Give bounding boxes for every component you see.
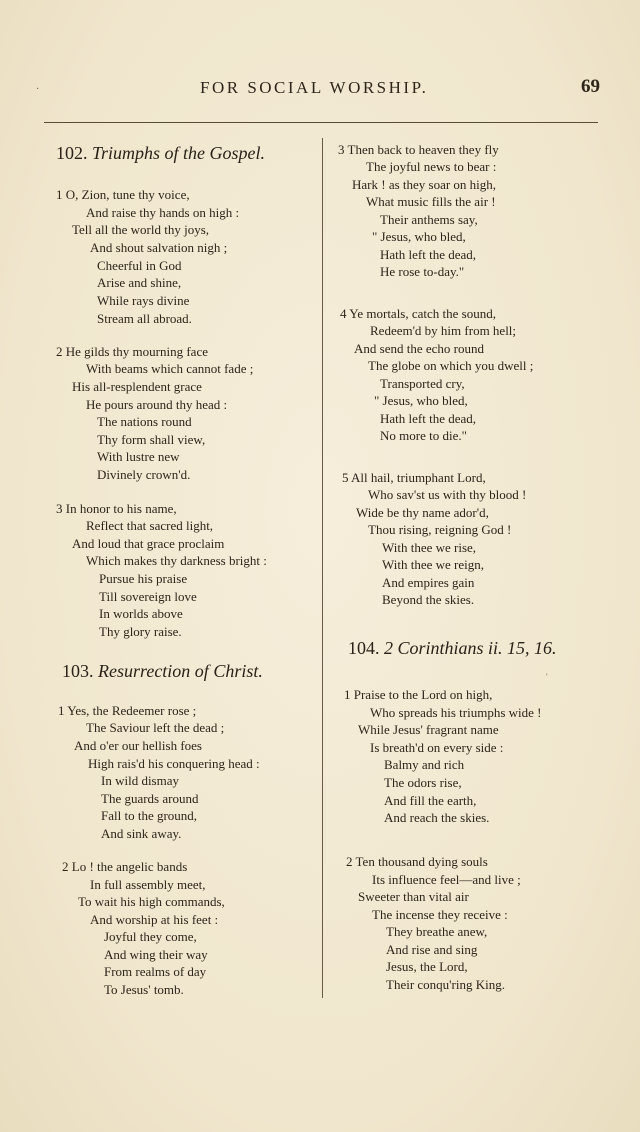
verse-line: The incense they receive :	[372, 907, 508, 922]
page-number: 69	[581, 76, 600, 97]
verse-line: Till sovereign love	[99, 589, 197, 604]
verse-line: And fill the earth,	[384, 793, 477, 808]
verse-line: Which makes thy darkness bright :	[86, 553, 267, 568]
verse-line: Joyful they come,	[104, 929, 197, 944]
verse-line: His all-resplendent grace	[72, 379, 202, 394]
verse-line: He rose to-day."	[380, 264, 465, 279]
verse-line: And wing their way	[104, 947, 208, 962]
verse-line: From realms of day	[104, 964, 207, 979]
verse-line: Their conqu'ring King.	[386, 977, 505, 992]
verse-line: To wait his high commands,	[78, 894, 225, 909]
verse-line: Reflect that sacred light,	[86, 518, 214, 533]
verse-line: And loud that grace proclaim	[72, 536, 225, 551]
verse-line: While rays divine	[97, 293, 190, 308]
verse-line: Who sav'st us with thy blood !	[368, 487, 527, 502]
verse-line: Who spreads his triumphs wide !	[370, 705, 542, 720]
margin-dot: ·	[36, 84, 40, 95]
verse-line: What music fills the air !	[366, 194, 496, 209]
verse-line: And raise thy hands on high :	[86, 205, 240, 220]
verse-line: 1 O, Zion, tune thy voice,	[56, 187, 190, 202]
verse-line: And o'er our hellish foes	[74, 738, 202, 753]
verse-line: With thee we reign,	[382, 557, 484, 572]
verse-line: To Jesus' tomb.	[104, 982, 184, 997]
header-rule	[44, 122, 598, 123]
verse-line: The guards around	[101, 791, 199, 806]
verse-line: Hath left the dead,	[380, 247, 477, 262]
verse-line: While Jesus' fragrant name	[358, 722, 499, 737]
verse-line: In full assembly meet,	[90, 877, 206, 892]
print-speck: '	[546, 672, 548, 682]
verse-line: The odors rise,	[384, 775, 462, 790]
verse-line: Arise and shine,	[97, 275, 182, 290]
verse-line: Is breath'd on every side :	[370, 740, 504, 755]
running-head	[0, 78, 640, 100]
verse-line: He pours around thy head :	[86, 397, 228, 412]
verse-line: In wild dismay	[101, 773, 179, 788]
column-divider	[322, 138, 323, 998]
verse-line: Thy form shall view,	[97, 432, 206, 447]
verse-line: " Jesus, who bled,	[374, 393, 468, 408]
verse-line: Beyond the skies.	[382, 592, 475, 607]
verse-line: 3 In honor to his name,	[56, 501, 177, 516]
verse-line: And reach the skies.	[384, 810, 490, 825]
verse-line: Balmy and rich	[384, 757, 465, 772]
verse-line: The Saviour left the dead ;	[86, 720, 225, 735]
verse-line: Jesus, the Lord,	[386, 959, 468, 974]
verse-line: Transported cry,	[380, 376, 465, 391]
verse-line: 2 Ten thousand dying souls	[346, 854, 488, 869]
verse-line: 1 Praise to the Lord on high,	[344, 687, 493, 702]
verse-line: Stream all abroad.	[97, 311, 192, 326]
verse-line: Wide be thy name ador'd,	[356, 505, 489, 520]
hymn-title: 2 Corinthians ii. 15, 16.	[384, 638, 557, 658]
verse-line: Hath left the dead,	[380, 411, 477, 426]
verse-line: No more to die."	[380, 428, 467, 443]
verse-line: With thee we rise,	[382, 540, 477, 555]
verse-line: Cheerful in God	[97, 258, 182, 273]
verse-line: " Jesus, who bled,	[372, 229, 466, 244]
verse-line: 2 He gilds thy mourning face	[56, 344, 208, 359]
verse-line: High rais'd his conquering head :	[88, 756, 260, 771]
verse-line: The nations round	[97, 414, 192, 429]
verse-line: Tell all the world thy joys,	[72, 222, 210, 237]
verse-line: Thou rising, reigning God !	[368, 522, 512, 537]
hymn-title: Triumphs of the Gospel.	[92, 143, 266, 163]
hymn-102-heading	[56, 143, 265, 164]
verse-line: Their anthems say,	[380, 212, 478, 227]
verse-line: The globe on which you dwell ;	[368, 358, 534, 373]
verse-line: Pursue his praise	[99, 571, 188, 586]
verse-line: 4 Ye mortals, catch the sound,	[340, 306, 496, 321]
verse-line: And shout salvation nigh ;	[90, 240, 228, 255]
verse-line: And worship at his feet :	[90, 912, 219, 927]
verse-line: The joyful news to bear :	[366, 159, 497, 174]
running-title: FOR SOCIAL WORSHIP.	[200, 78, 429, 97]
hymn-104-heading	[348, 638, 557, 659]
verse-line: Redeem'd by him from hell;	[370, 323, 517, 338]
verse-line: And sink away.	[101, 826, 182, 841]
verse-line: And rise and sing	[386, 942, 478, 957]
verse-line: With lustre new	[97, 449, 180, 464]
verse-line: 5 All hail, triumphant Lord,	[342, 470, 486, 485]
verse-line: Hark ! as they soar on high,	[352, 177, 497, 192]
verse-line: And send the echo round	[354, 341, 484, 356]
verse-line: Thy glory raise.	[99, 624, 182, 639]
verse-line: 2 Lo ! the angelic bands	[62, 859, 188, 874]
hymn-number: 102.	[56, 143, 88, 163]
verse-line: In worlds above	[99, 606, 183, 621]
verse-line: 1 Yes, the Redeemer rose ;	[58, 703, 197, 718]
hymn-number: 104.	[348, 638, 380, 658]
verse-line: Sweeter than vital air	[358, 889, 469, 904]
hymn-number: 103.	[62, 661, 94, 681]
verse-line: And empires gain	[382, 575, 475, 590]
verse-line: They breathe anew,	[386, 924, 488, 939]
verse-line: 3 Then back to heaven they fly	[338, 142, 499, 157]
verse-line: Divinely crown'd.	[97, 467, 191, 482]
verse-line: Its influence feel—and live ;	[372, 872, 521, 887]
hymn-title: Resurrection of Christ.	[98, 661, 263, 681]
verse-line: Fall to the ground,	[101, 808, 198, 823]
hymn-103-heading	[62, 661, 263, 682]
verse-line: With beams which cannot fade ;	[86, 361, 254, 376]
